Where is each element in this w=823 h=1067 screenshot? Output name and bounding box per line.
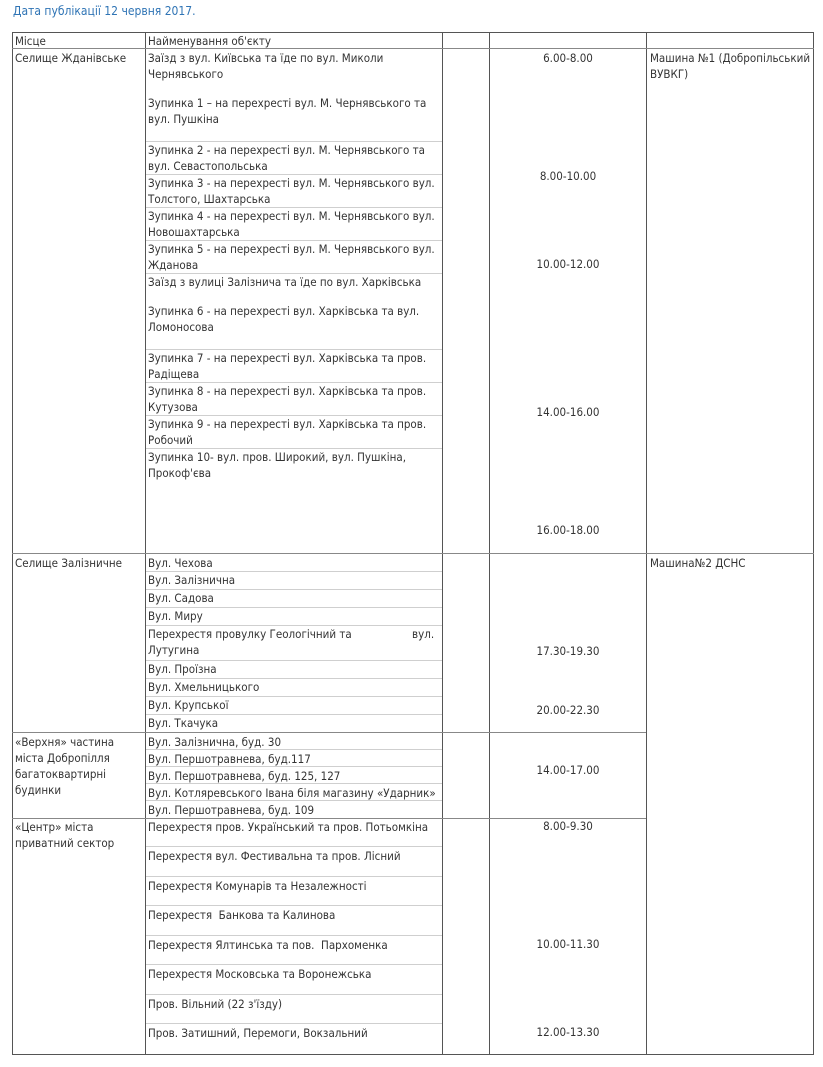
list-item: Зупинка 4 - на перехресті вул. М. Чернявського вул. Новошахтарська	[148, 209, 435, 239]
list-item: Перехрестя Московська та Воронежська	[148, 967, 372, 981]
list-item: Заїзд з вулиці Залізнича та їде по вул. Харківська	[148, 275, 422, 289]
list-item: Вул. Ткачука	[148, 716, 219, 730]
place-verkhnia: «Верхня» частина міста Добропілля багатоквартирні будинки	[15, 735, 115, 797]
list-item: Зупинка 3 - на перехресті вул. М. Чернявського вул. Толстого, Шахтарська	[148, 176, 435, 206]
list-item: Зупинка 9 - на перехресті вул. Харківська та пров. Робочий	[148, 417, 427, 447]
list-item: Перехрестя Комунарів та Незалежності	[148, 879, 367, 893]
header-object-name: Найменування об'єкту	[148, 34, 272, 48]
list-item: Вул. Хмельницького	[148, 680, 260, 694]
list-item: Вул. Залізнична	[148, 573, 236, 587]
time-slot: 16.00-18.00	[536, 523, 600, 537]
list-item: Зупинка 8 - на перехресті вул. Харківська та пров. Кутузова	[148, 384, 427, 414]
time-slot: 14.00-17.00	[536, 763, 600, 777]
list-item: Зупинка 5 - на перехресті вул. М. Чернявського вул. Жданова	[148, 242, 435, 272]
place-zhdanivske: Селище Жданівське	[15, 51, 127, 65]
list-item: Зупинка 2 - на перехресті вул. М. Чернявського та вул. Севастопольська	[148, 143, 425, 173]
time-slot: 17.30-19.30	[536, 644, 600, 658]
list-item: Вул. Першотравнева, буд.117	[148, 752, 311, 766]
time-slot: 10.00-12.00	[536, 257, 600, 271]
time-slot: 6.00-8.00	[543, 51, 593, 65]
list-item: Вул. Миру	[148, 609, 203, 623]
list-item: Зупинка 7 - на перехресті вул. Харківська та пров. Радіщева	[148, 351, 427, 381]
time-slot: 14.00-16.00	[536, 405, 600, 419]
list-item: Вул. Першотравнева, буд. 125, 127	[148, 769, 341, 783]
publication-date: Дата публікації 12 червня 2017.	[13, 4, 196, 18]
list-item: Лутугина	[148, 643, 200, 657]
list-item: Пров. Вільний (22 з'їзду)	[148, 997, 283, 1011]
list-item: Вул. Залізнична, буд. 30	[148, 735, 282, 749]
time-slot: 20.00-22.30	[536, 703, 600, 717]
header-place: Місце	[15, 34, 46, 48]
time-slot: 8.00-9.30	[543, 819, 593, 833]
list-item: Перехрестя пров. Український та пров. Потьомкіна	[148, 820, 429, 834]
list-item: Заїзд з вул. Київська та їде по вул. Миколи Чернявського	[148, 51, 384, 81]
list-item: вул.	[412, 627, 435, 641]
list-item: Перехрестя Банкова та Калинова	[148, 908, 336, 922]
vehicle-1: Машина №1 (Добропільський ВУВКГ)	[650, 51, 811, 81]
list-item: Вул. Проїзна	[148, 662, 217, 676]
list-item: Зупинка 6 - на перехресті вул. Харківська та вул. Ломоносова	[148, 304, 420, 334]
list-item: Вул. Котляревського Івана біля магазину «Ударник»	[148, 786, 436, 800]
list-item: Перехрестя вул. Фестивальна та пров. Лісний	[148, 849, 401, 863]
list-item: Вул. Чехова	[148, 556, 213, 570]
list-item: Пров. Затишний, Перемоги, Вокзальний	[148, 1026, 368, 1040]
list-item: Зупинка 1 – на перехресті вул. М. Чернявського та вул. Пушкіна	[148, 96, 427, 126]
place-zaliznychne: Селище Залізничне	[15, 556, 123, 570]
vehicle-2: Машина№2 ДСНС	[650, 556, 746, 570]
list-item: Вул. Першотравнева, буд. 109	[148, 803, 315, 817]
list-item: Вул. Крупської	[148, 698, 229, 712]
list-item: Зупинка 10- вул. пров. Широкий, вул. Пушкіна, Прокоф'єва	[148, 450, 407, 480]
time-slot: 10.00-11.30	[536, 937, 600, 951]
time-slot: 12.00-13.30	[536, 1025, 600, 1039]
list-item: Вул. Садова	[148, 591, 214, 605]
place-tsentr: «Центр» міста приватний сектор	[15, 820, 115, 850]
time-slot: 8.00-10.00	[539, 169, 597, 183]
list-item: Перехрестя провулку Геологічний та	[148, 627, 352, 641]
list-item: Перехрестя Ялтинська та пов. Пархоменка	[148, 938, 388, 952]
